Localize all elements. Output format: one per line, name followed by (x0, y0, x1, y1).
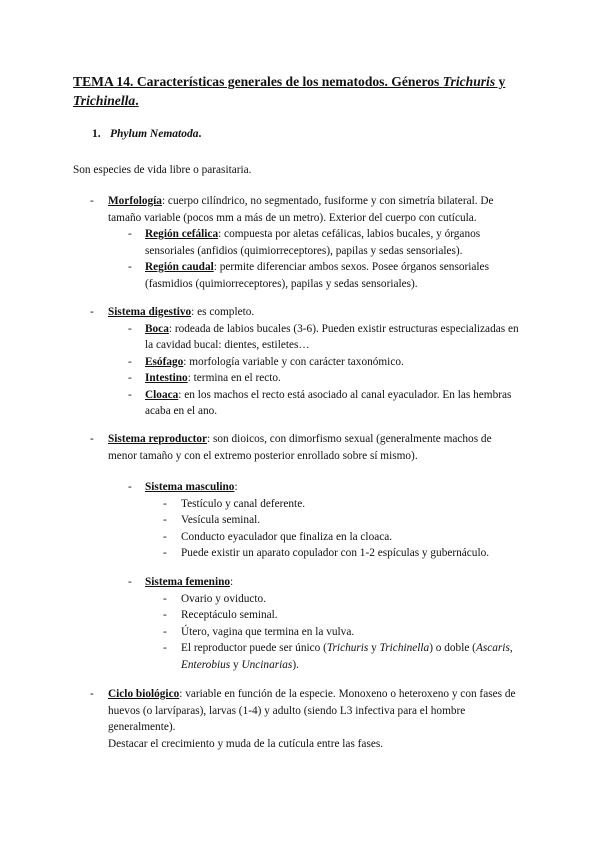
term-sistema-digestivo: Sistema digestivo (108, 306, 192, 318)
bullet-dash: - (128, 576, 132, 588)
term-sistema-femenino: Sistema femenino (145, 576, 231, 588)
reproductor-text: : son dioicos, con dimorfismo sexual (generalmente machos de menor tamaño y con el extremo posterior enrollado sobre sí mismo). (108, 433, 492, 462)
list-item (0, 479, 523, 496)
list-item (0, 321, 523, 354)
bullet-dash: - (90, 433, 94, 445)
bullet-dash: - (163, 609, 167, 621)
list-item (0, 304, 523, 321)
list-item (0, 686, 523, 736)
masculino-item-text: Puede existir un aparato copulador con 1-2 espículas y gubernáculo. (181, 547, 490, 559)
title-genus-trichuris: Trichuris (442, 74, 496, 89)
genus-trichuris: Trichuris (326, 642, 369, 654)
term-region-caudal: Región caudal (145, 261, 214, 273)
title-conjunction: y (495, 74, 506, 89)
femenino-colon: : (230, 576, 234, 588)
section-number: 1. (92, 128, 101, 140)
digestivo-block (0, 304, 600, 420)
term-morfologia: Morfología (108, 195, 162, 207)
bullet-dash: - (90, 688, 94, 700)
bullet-dash: - (90, 306, 94, 318)
cloaca-text: : en los machos el recto está asociado al canal eyaculador. En las hembras acaba en el ano. (145, 388, 512, 417)
genus-uncinarias: Uncinarias (241, 658, 293, 671)
list-item (0, 354, 523, 371)
bullet-dash: - (128, 322, 132, 335)
masculino-item-text: Testículo y canal deferente. (181, 497, 306, 510)
bullet-dash: - (128, 388, 132, 401)
ciclo-text: : variable en función de la especie. Monoxeno o heteroxeno y con fases de huevos (o larvíparas), larvas (1-4) y adulto (siendo L3 infectiva para el hombre generalmente). (108, 688, 516, 733)
bullet-dash: - (163, 642, 167, 654)
femenino-last-text: ) o doble ( (429, 642, 476, 654)
list-item (0, 193, 523, 226)
list-item (0, 496, 523, 513)
title-period: . (135, 93, 139, 108)
bullet-dash: - (163, 530, 167, 543)
term-ciclo-biologico: Ciclo biológico (108, 688, 180, 700)
bullet-dash: - (163, 625, 167, 638)
list-item (0, 545, 523, 562)
ciclo-extra: Destacar el crecimiento y muda de la cutícula entre las fases. (108, 737, 384, 750)
bullet-dash: - (128, 372, 132, 384)
femenino-item-text: Útero, vagina que termina en la vulva. (181, 625, 355, 638)
boca-text: : rodeada de labios bucales (3-6). Pueden existir estructuras especializadas en la cavidad bucal: dientes, estiletes… (145, 322, 519, 351)
bullet-dash: - (163, 514, 167, 526)
title-text: TEMA 14. Características generales de los nematodos. Géneros (73, 74, 443, 89)
list-item (0, 640, 523, 673)
femenino-last-conj: y (230, 658, 242, 671)
list-item (0, 512, 523, 529)
bullet-dash: - (128, 481, 132, 493)
bullet-dash: - (163, 592, 167, 605)
esofago-text: : morfología variable y con carácter taxonómico. (183, 355, 404, 368)
list-item (0, 431, 523, 464)
list-item (0, 607, 523, 624)
bullet-dash: - (128, 355, 132, 368)
morfologia-block (0, 193, 600, 292)
term-region-cefalica: Región cefálica (145, 228, 219, 240)
femenino-item-text: Receptáculo seminal. (181, 609, 278, 621)
region-cefalica-text: : compuesta por aletas cefálicas, labios bucales, y órganos sensoriales (anfidios (quimiorreceptores), papilas y sedas sensoriales). (145, 228, 481, 257)
term-esofago: Esófago (145, 355, 184, 368)
term-cloaca: Cloaca (145, 388, 179, 401)
masculino-block (0, 479, 600, 562)
femenino-last-text: El reproductor puede ser único ( (181, 642, 327, 654)
term-sistema-reproductor: Sistema reproductor (108, 433, 208, 445)
masculino-item-text: Vesícula seminal. (181, 514, 261, 526)
title-genus-trichinella: Trichinella (73, 93, 136, 108)
list-item (0, 591, 523, 608)
list-item (0, 529, 523, 546)
intro-paragraph: Son especies de vida libre o parasitaria. (73, 164, 252, 176)
femenino-last-comma: , (509, 642, 513, 654)
femenino-item-text: Ovario y oviducto. (181, 592, 267, 605)
reproductor-block (0, 431, 600, 464)
list-item (0, 624, 523, 641)
bullet-dash: - (128, 261, 132, 273)
genus-enterobius: Enterobius (181, 658, 231, 671)
list-item (0, 259, 523, 292)
region-caudal-text: : permite diferenciar ambos sexos. Posee órganos sensoriales (fasmidios (quimiorreceptores), papilas y sedas sensoriales). (145, 261, 489, 290)
list-item (0, 370, 523, 387)
masculino-item-text: Conducto eyaculador que finaliza en la cloaca. (181, 530, 393, 543)
bullet-dash: - (163, 497, 167, 510)
femenino-block (0, 574, 600, 673)
ciclo-block (0, 686, 600, 752)
morfologia-text: : cuerpo cilíndrico, no segmentado, fusiforme y con simetría bilateral. De tamaño variable (pocos mm a más de un metro). Exterior del cuerpo con cutícula. (108, 195, 494, 224)
genus-trichinella: Trichinella (379, 642, 430, 654)
bullet-dash: - (163, 547, 167, 559)
list-item (0, 387, 523, 420)
genus-ascaris: Ascaris (475, 642, 510, 654)
list-item (0, 226, 523, 259)
term-boca: Boca (145, 322, 169, 335)
femenino-last-end: ). (292, 658, 299, 671)
digestivo-text: : es completo. (191, 306, 255, 318)
section-heading (92, 126, 201, 143)
bullet-dash: - (90, 195, 94, 207)
page-title (73, 72, 543, 110)
term-intestino: Intestino (145, 372, 188, 384)
term-sistema-masculino: Sistema masculino (145, 481, 235, 493)
section-name: Phylum Nematoda (110, 128, 199, 140)
masculino-colon: : (234, 481, 238, 493)
bullet-dash: - (128, 228, 132, 240)
intestino-text: : termina en el recto. (187, 372, 281, 384)
section-period: . (198, 128, 202, 140)
list-item (0, 574, 523, 591)
femenino-last-conj: y (368, 642, 380, 654)
